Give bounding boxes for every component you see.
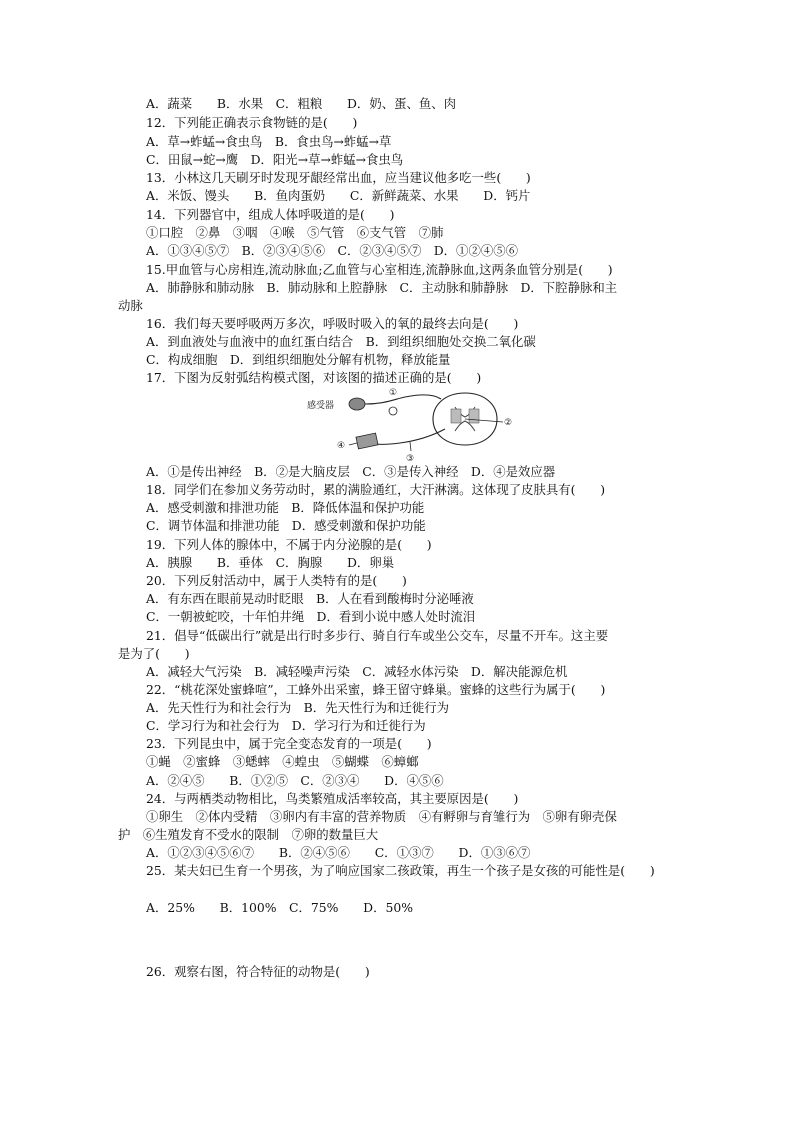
q15-options-cont: 动脉: [118, 298, 143, 313]
q25-stem: 25．某夫妇已生育一个男孩，为了响应国家二孩政策，再生一个孩子是女孩的可能性是( ): [146, 863, 655, 878]
q15-stem: 15.甲血管与心房相连,流动脉血;乙血管与心室相连,流静脉血,这两条血管分别是( ): [146, 262, 613, 277]
q16-options-ab: A．到血液处与血液中的血红蛋白结合 B．到组织细胞处交换二氧化碳: [146, 334, 536, 349]
afferent-nerve-path: [365, 395, 441, 404]
q22-options-ab: A．先天性行为和社会行为 B．先天性行为和迁徙行为: [146, 700, 450, 715]
q22-options-cd: C．学习行为和社会行为 D．学习行为和迁徙行为: [146, 718, 426, 733]
q23-options: A．②④⑤ B．①②⑤ C．②③④ D．④⑤⑥: [146, 773, 444, 788]
q20-stem: 20．下列反射活动中，属于人类特有的是( ): [146, 573, 407, 588]
q12-options-ab: A．草→蚱蜢→食虫鸟 B．食虫鸟→蚱蜢→草: [146, 134, 392, 149]
pointer-4: [349, 443, 357, 445]
q16-stem: 16．我们每天要呼吸两万多次，呼吸时吸入的氧的最终去向是( ): [146, 316, 519, 331]
q18-stem: 18．同学们在参加义务劳动时，累的满脸通红，大汗淋漓。这体现了皮肤具有( ): [146, 482, 606, 497]
q26-stem: 26．观察右图，符合特征的动物是( ): [146, 964, 370, 979]
q21-options: A．减轻大气污染 B．减轻噪声污染 C．减轻水体污染 D．解决能源危机: [146, 664, 568, 679]
q14-items: ①口腔 ②鼻 ③咽 ④喉 ⑤气管 ⑥支气管 ⑦肺: [146, 225, 444, 240]
q24-options: A．①②③④⑤⑥⑦ B．②④⑤⑥ C．①③⑦ D．①③⑥⑦: [146, 845, 531, 860]
q18-options-ab: A．感受刺激和排泄功能 B．降低体温和保护功能: [146, 500, 425, 515]
q13-stem: 13．小林这几天刷牙时发现牙龈经常出血，应当建议他多吃一些( ): [146, 170, 531, 185]
q20-options-ab: A．有东西在眼前晃动时眨眼 B．人在看到酸梅时分泌唾液: [146, 591, 474, 606]
q14-options: A．①③④⑤⑦ B．②③④⑤⑥ C．②③④⑤⑦ D．①②④⑤⑥: [146, 243, 519, 258]
q16-options-cd: C．构成细胞 D．到组织细胞处分解有机物，释放能量: [146, 352, 451, 367]
label-4: ④: [337, 441, 346, 451]
q21-stem-cont: 是为了( ): [118, 646, 190, 661]
q18-options-cd: C．调节体温和排泄功能 D．感受刺激和保护功能: [146, 518, 426, 533]
ganglion-shape: [389, 407, 397, 415]
q19-options: A．胰腺 B．垂体 C．胸腺 D．卵巢: [146, 555, 395, 570]
q13-options: A．米饭、馒头 B．鱼肉蛋奶 C．新鲜蔬菜、水果 D．钙片: [146, 188, 531, 203]
pointer-3: [410, 442, 411, 451]
q24-stem: 24．与两栖类动物相比，鸟类繁殖成活率较高，其主要原因是( ): [146, 791, 519, 806]
q23-stem: 23．下列昆虫中，属于完全变态发育的一项是( ): [146, 736, 432, 751]
q12-stem: 12．下列能正确表示食物链的是( ): [146, 115, 358, 130]
q14-stem: 14．下列器官中，组成人体呼吸道的是( ): [146, 207, 395, 222]
q23-items: ①蝇 ②蜜蜂 ③蟋蟀 ④蝗虫 ⑤蝴蝶 ⑥蟑螂: [146, 754, 419, 769]
q20-options-cd: C．一朝被蛇咬，十年怕井绳 D．看到小说中感人处时流泪: [146, 609, 476, 624]
q15-options: A．肺静脉和肺动脉 B．肺动脉和上腔静脉 C．主动脉和肺静脉 D．下腔静脉和主: [146, 280, 618, 295]
receptor-shape: [349, 398, 365, 410]
q17-options: A．①是传出神经 B．②是大脑皮层 C．③是传入神经 D．④是效应器: [146, 464, 556, 479]
label-3: ③: [406, 454, 415, 463]
q22-stem: 22．“桃花深处蜜蜂喧”，工蜂外出采蜜，蜂王留守蜂巢。蜜蜂的这些行为属于( ): [146, 682, 606, 697]
q19-stem: 19．下列人体的腺体中，不属于内分泌腺的是( ): [146, 537, 432, 552]
q24-items: ①卵生 ②体内受精 ③卵内有丰富的营养物质 ④有孵卵与育雏行为 ⑤卵有卵壳保: [146, 809, 617, 824]
q11-options: A．蔬菜 B．水果 C．粗粮 D．奶、蛋、鱼、肉: [146, 96, 457, 111]
label-2: ②: [504, 418, 513, 428]
grey-matter-left: [451, 409, 461, 423]
reflex-arc-figure: [305, 385, 525, 463]
receptor-label: 感受器: [307, 401, 335, 411]
effector-shape: [356, 433, 378, 449]
q25-options: A．25% B．100% C．75% D．50%: [146, 900, 414, 915]
q24-items-cont: 护 ⑥生殖发育不受水的限制 ⑦卵的数量巨大: [118, 827, 379, 842]
grey-matter-right: [469, 409, 479, 423]
label-1: ①: [389, 388, 398, 398]
reflex-arc-diagram: [305, 385, 525, 463]
q21-stem: 21．倡导“低碳出行”就是出行时多步行、骑自行车或坐公交车，尽量不开车。这主要: [146, 628, 609, 643]
q12-options-cd: C．田鼠→蛇→鹰 D．阳光→草→蚱蜢→食虫鸟: [146, 152, 404, 167]
efferent-nerve-path: [371, 429, 445, 445]
q17-stem: 17．下图为反射弧结构模式图，对该图的描述正确的是( ): [146, 370, 482, 385]
